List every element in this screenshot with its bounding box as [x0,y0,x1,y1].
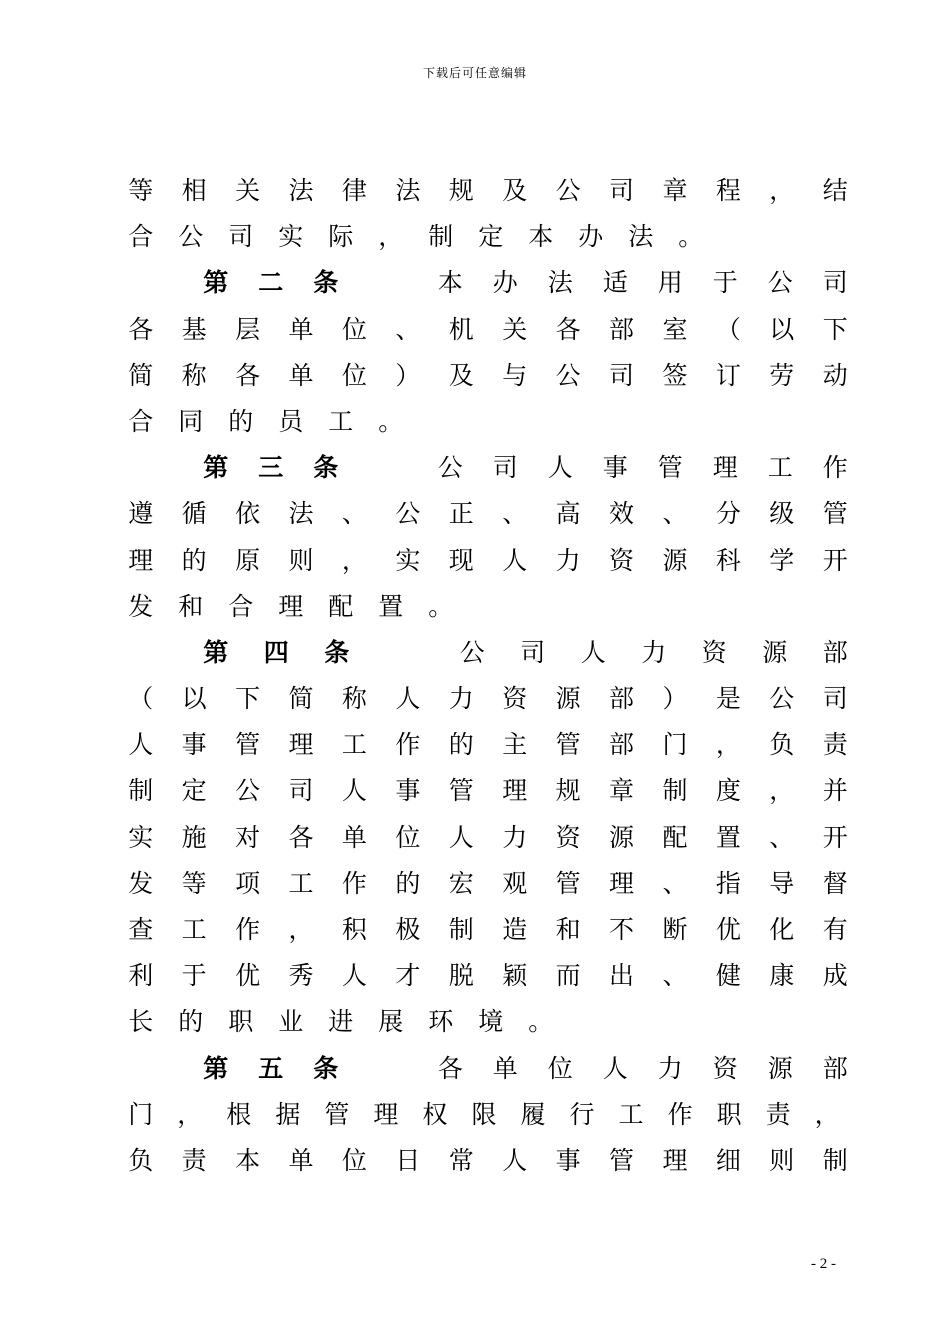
page-header: 下载后可任意编辑 [422,66,527,80]
article-heading-line: 第 二 条 本 办 法 适 用 于 公 司 [203,268,848,298]
document-body [128,168,848,1184]
page-number: - 2 - [811,1256,836,1272]
text-line: 简 称 各 单 位 ） 及 与 公 司 签 订 劳 动 [128,360,848,390]
text-line: 各 基 层 单 位 、 机 关 各 部 室 （ 以 下 [128,314,848,344]
text-line: 等 相 关 法 律 法 规 及 公 司 章 程 ， 结 [128,176,848,205]
text-line: 遵 循 依 法 、 公 正 、 高 效 、 分 级 管 [128,499,848,529]
text-line: 利 于 优 秀 人 才 脱 颖 而 出 、 健 康 成 [128,961,848,991]
text-line: 制 定 公 司 人 事 管 理 规 章 制 度 ， 并 [128,776,848,806]
text-line: 查 工 作 ， 积 极 制 造 和 不 断 优 化 有 [128,915,848,944]
text-line: 人 事 管 理 工 作 的 主 管 部 门 ， 负 责 [128,730,848,760]
text-line: 合 公 司 实 际 ， 制 定 本 办 法 。 [128,222,704,252]
text-line: 合 同 的 员 工 。 [128,406,404,436]
text-line: 长 的 职 业 进 展 环 境 。 [128,1007,554,1037]
article-heading-line: 第 三 条 公 司 人 事 管 理 工 作 [203,453,848,483]
text-line: 实 施 对 各 单 位 人 力 资 源 配 置 、 开 [128,822,848,852]
article-heading-line: 第 四 条 公 司 人 力 资 源 部 [203,637,848,667]
text-line: 理 的 原 则 ， 实 现 人 力 资 源 科 学 开 [128,545,848,575]
text-line: 负 责 本 单 位 日 常 人 事 管 理 细 则 制 [128,1145,848,1175]
text-line: （ 以 下 简 称 人 力 资 源 部 ） 是 公 司 [128,684,848,714]
text-line: 发 等 项 工 作 的 宏 观 管 理 、 指 导 督 [128,868,848,898]
article-heading-line: 第 五 条 各 单 位 人 力 资 源 部 [203,1053,848,1083]
text-line: 门 ， 根 据 管 理 权 限 履 行 工 作 职 责 ， [128,1099,840,1129]
text-line: 发 和 合 理 配 置 。 [128,591,454,621]
